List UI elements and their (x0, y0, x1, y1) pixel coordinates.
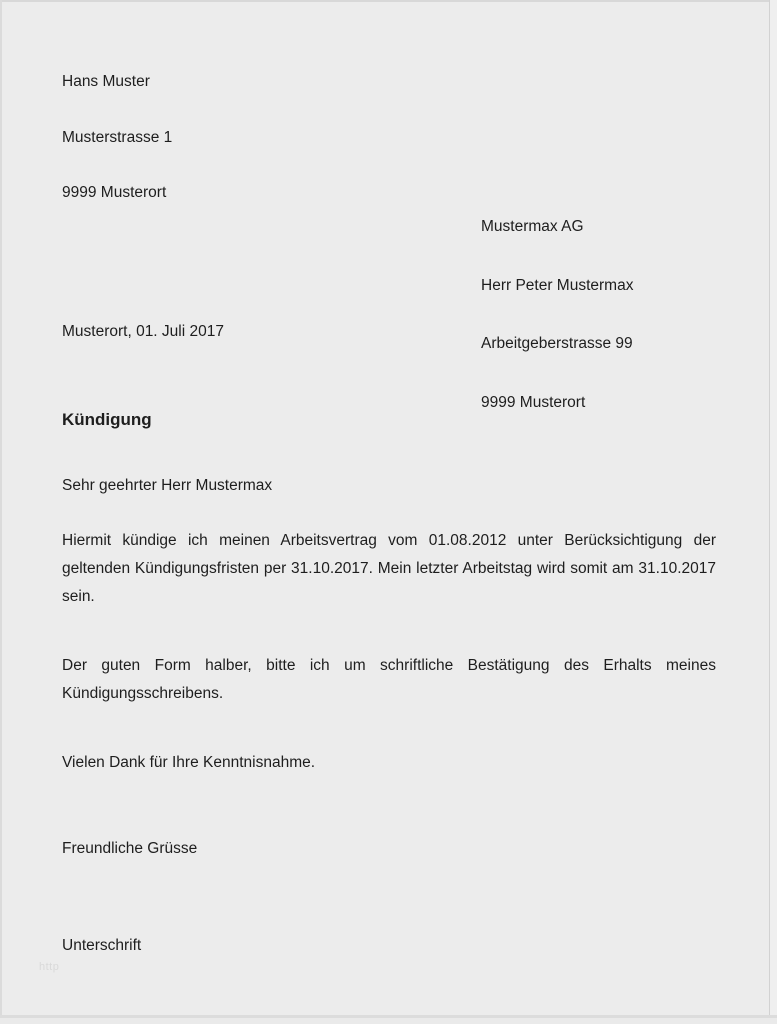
sender-city: 9999 Musterort (62, 184, 167, 201)
paper-edge-bottom-strip (0, 1018, 777, 1024)
subject-heading: Kündigung (62, 410, 152, 429)
paper-edge-top (0, 0, 777, 2)
sender-street: Musterstrasse 1 (62, 128, 173, 146)
sender-name: Hans Muster (62, 73, 150, 90)
sender-address-block (62, 36, 172, 240)
body-paragraph-confirmation-request: Der guten Form halber, bitte ich um schriftliche Bestätigung des Erhalts meines Kündigungsschreibens. (62, 657, 716, 702)
recipient-name: Herr Peter Mustermax (481, 276, 634, 294)
recipient-street: Arbeitgeberstrasse 99 (481, 335, 633, 352)
paper-edge-right-strip (770, 0, 777, 1024)
salutation: Sehr geehrter Herr Mustermax (62, 477, 273, 494)
closing-line: Freundliche Grüsse (62, 840, 198, 857)
paper-edge-left (0, 0, 2, 1024)
date-line: Musterort, 01. Juli 2017 (62, 323, 224, 340)
paper-edge-right (769, 0, 770, 1024)
recipient-address-block (481, 178, 633, 451)
body-paragraph-thanks: Vielen Dank für Ihre Kenntnisnahme. (62, 754, 316, 771)
watermark-text: http (39, 961, 60, 973)
recipient-company: Mustermax AG (481, 218, 584, 235)
signature-label: Unterschrift (62, 937, 142, 954)
body-paragraph-termination: Hiermit kündige ich meinen Arbeitsvertrag vom 01.08.2012 unter Berücksichtigung der geltenden Kündigungsfristen per 31.10.2017. Mein letzter Arbeitstag wird somit am 31.10.2017 sein. (62, 532, 716, 605)
recipient-city: 9999 Musterort (481, 393, 586, 411)
